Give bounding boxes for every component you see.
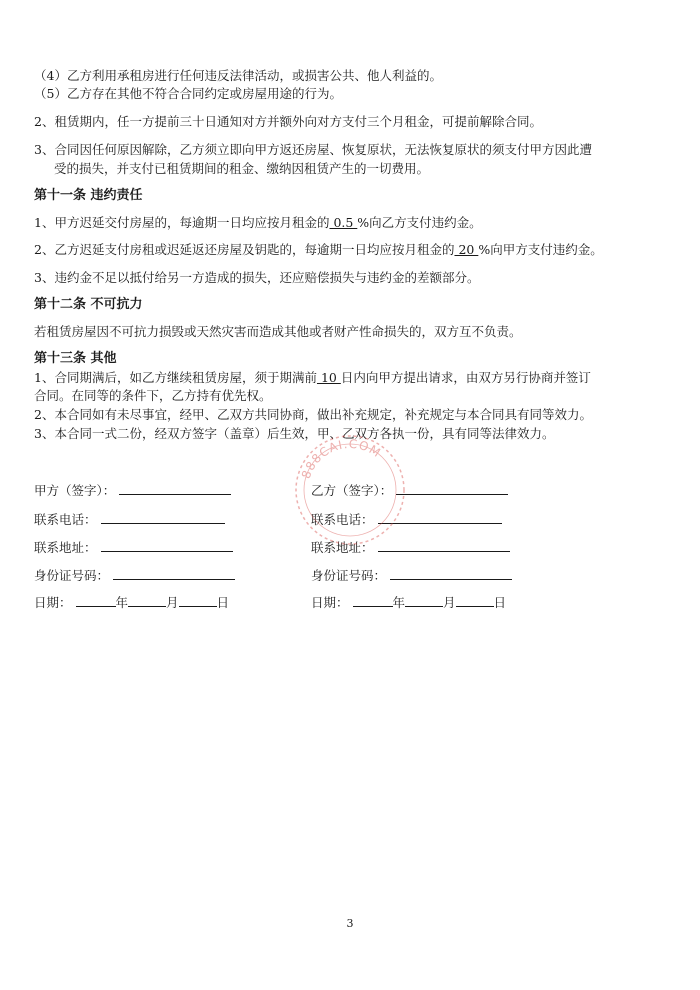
renewal-notice-days: 10 [316, 370, 341, 385]
party-a-signature-field[interactable] [34, 482, 231, 499]
party-b-date-field[interactable] [311, 594, 506, 611]
article-13-title: 第十三条 其他 [34, 351, 117, 366]
party-a-id-label: 身份证号码： [34, 568, 110, 583]
party-b-month-line[interactable] [405, 594, 443, 607]
late-payment-rate: 20 [454, 242, 479, 257]
party-b-year-line[interactable] [353, 594, 393, 607]
party-a-phone-line[interactable] [101, 511, 225, 524]
article-11-paragraph-3: 3、违约金不足以抵付给另一方造成的损失，还应赔偿损失与违约金的差额部分。 [34, 270, 480, 285]
party-a-day-line[interactable] [179, 594, 217, 607]
article-12-paragraph-1: 若租赁房屋因不可抗力损毁或天然灾害而造成其他或者财产性命损失的，双方互不负责。 [34, 324, 522, 339]
article-13-p1-suffix: 日内向甲方提出请求，由双方另行协商并签订 [340, 370, 591, 385]
article-11-paragraph-2 [34, 242, 674, 258]
termination-paragraph-3-line-1: 3、合同因任何原因解除，乙方须立即向甲方返还房屋、恢复原状，无法恢复原状的须支付甲方因此遭 [34, 142, 592, 157]
article-11-title: 第十一条 违约责任 [34, 188, 143, 203]
party-a-date-label: 日期： [34, 595, 72, 610]
party-a-id-field[interactable] [34, 567, 235, 584]
party-b-day-line[interactable] [456, 594, 494, 607]
party-b-phone-label: 联系电话： [311, 512, 374, 527]
party-a-day-label: 日 [216, 595, 230, 610]
party-b-year-label: 年 [392, 595, 406, 610]
party-b-id-label: 身份证号码： [311, 568, 387, 583]
party-a-address-label: 联系地址： [34, 540, 97, 555]
article-11-p2-text: 2、乙方迟延支付房租或迟延返还房屋及钥匙的，每逾期一日均应按月租金的 [34, 242, 455, 257]
watermark-text: 888CAI.COM [298, 436, 384, 481]
party-a-id-line[interactable] [113, 567, 235, 580]
party-b-month-label: 月 [443, 595, 456, 610]
party-b-signature-label: 乙方（签字）： [311, 483, 393, 498]
termination-paragraph-2: 2、租赁期内，任一方提前三十日通知对方并额外向对方支付三个月租金，可提前解除合同。 [34, 114, 542, 129]
party-b-id-line[interactable] [390, 567, 512, 580]
party-b-day-label: 日 [493, 595, 507, 610]
watermark-stamp [290, 430, 410, 550]
article-12-title: 第十二条 不可抗力 [34, 297, 143, 312]
party-a-phone-label: 联系电话： [34, 512, 97, 527]
party-a-signature-line[interactable] [119, 482, 231, 495]
party-a-address-field[interactable] [34, 539, 233, 556]
article-13-paragraph-1-line-2: 合同。在同等的条件下，乙方持有优先权。 [34, 388, 272, 403]
party-a-date-field[interactable] [34, 594, 229, 611]
article-11-p1-suffix: %向乙方支付违约金。 [357, 215, 482, 230]
article-11-p1-text: 1、甲方迟延交付房屋的，每逾期一日均应按月租金的 [34, 215, 330, 230]
party-a-signature-label: 甲方（签字）： [34, 483, 116, 498]
article-13-p1-text: 1、合同期满后，如乙方继续租赁房屋，须于期满前 [34, 370, 317, 385]
party-b-date-label: 日期： [311, 595, 349, 610]
party-b-address-label: 联系地址： [311, 540, 374, 555]
party-a-phone-field[interactable] [34, 511, 225, 528]
party-a-month-line[interactable] [128, 594, 166, 607]
party-a-year-line[interactable] [76, 594, 116, 607]
article-13-paragraph-2: 2、本合同如有未尽事宜，经甲、乙双方共同协商，做出补充规定，补充规定与本合同具有同等效力。 [34, 407, 592, 422]
party-a-year-label: 年 [115, 595, 129, 610]
late-delivery-rate: 0.5 [329, 215, 358, 230]
clause-item-5: （5）乙方存在其他不符合合同约定或房屋用途的行为。 [34, 86, 342, 101]
clause-item-4: （4）乙方利用承租房进行任何违反法律活动，或损害公共、他人利益的。 [34, 68, 442, 83]
party-a-address-line[interactable] [101, 539, 233, 552]
party-b-id-field[interactable] [311, 567, 512, 584]
article-13-paragraph-1 [34, 370, 674, 386]
stamp-outer-ring [296, 436, 404, 544]
article-11-paragraph-1 [34, 215, 674, 231]
termination-paragraph-3-line-2: 受的损失，并支付已租赁期间的租金、缴纳因租赁产生的一切费用。 [54, 161, 430, 176]
article-11-p2-suffix: %向甲方支付违约金。 [478, 242, 603, 257]
page-number: 3 [346, 917, 354, 930]
party-b-signature-line[interactable] [396, 482, 508, 495]
article-13-paragraph-3: 3、本合同一式二份，经双方签字（盖章）后生效，甲、乙双方各执一份，具有同等法律效力。 [34, 426, 555, 441]
party-a-month-label: 月 [166, 595, 179, 610]
